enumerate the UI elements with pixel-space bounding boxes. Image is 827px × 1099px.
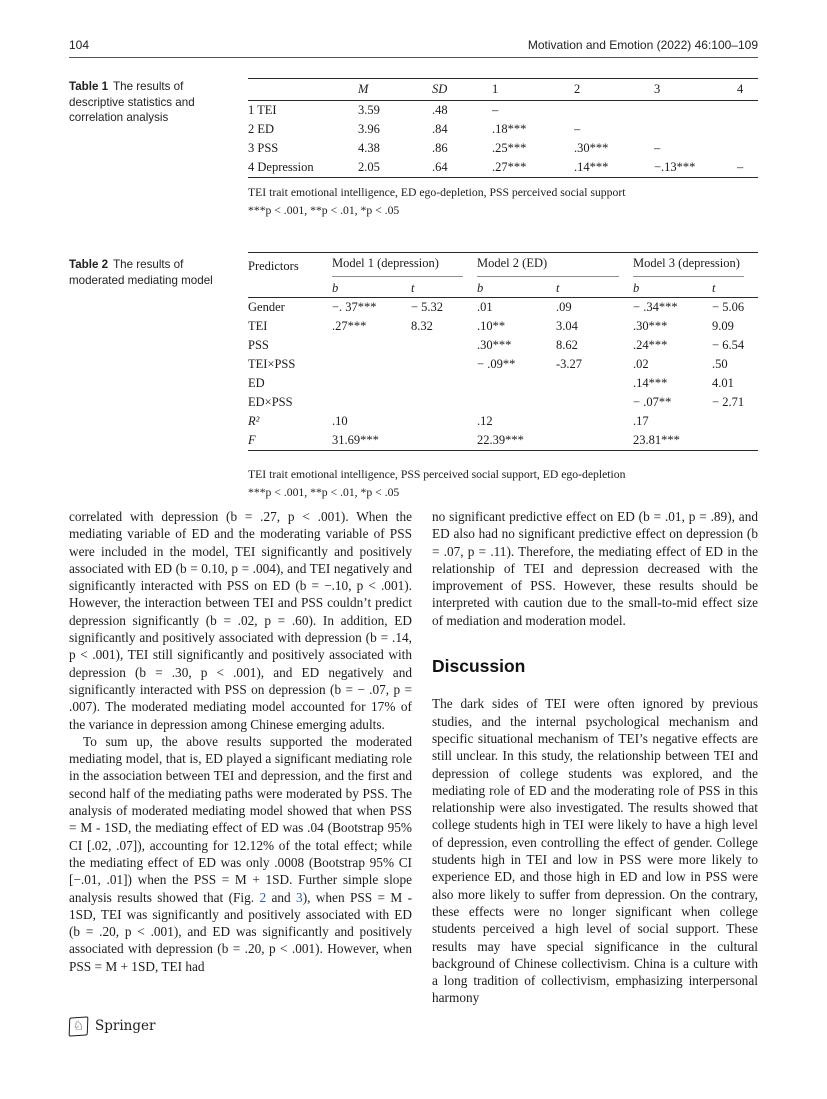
value-cell: − 5.32 [411,300,444,314]
value-cell [411,374,477,393]
left-column [69,508,412,1007]
figure-3-link[interactable]: 3 [296,889,303,905]
table1-col-M: M [358,79,432,101]
value-cell: .10** [477,319,506,333]
value-cell: .10 [332,414,348,428]
header-rule [69,57,758,58]
value-cell [411,431,477,451]
table1-col-SD: SD [432,79,492,101]
value-cell: − .09** [477,357,516,371]
value-cell: .18*** [492,122,527,136]
value-cell: – [574,122,581,136]
figure-2-link[interactable]: 2 [259,889,267,905]
publisher-footer [69,1014,155,1038]
value-cell [712,412,758,431]
value-cell: 4.01 [712,376,734,390]
value-cell: .14*** [574,160,609,174]
value-cell: 8.32 [411,319,433,333]
value-cell [411,412,477,431]
value-cell: 22.39*** [477,433,524,447]
value-cell: .64 [432,160,448,174]
table-row [248,412,758,431]
value-cell: .48 [432,103,448,117]
value-cell [737,120,758,139]
value-cell: .12 [477,414,493,428]
value-cell: −. 37*** [332,300,377,314]
value-cell: – [737,160,744,174]
value-cell: .25*** [492,141,527,155]
table2-subheader-row [248,277,758,298]
value-cell [556,393,633,412]
row-label-cell: TEI [248,319,268,333]
table2-subcol-b3: b [633,277,712,298]
value-cell: − .07** [633,395,672,409]
value-cell: .86 [432,141,448,155]
body-text [69,508,758,1007]
table1-note-significance: ***p < .001, **p < .01, *p < .05 [248,204,400,217]
value-cell: 3.04 [556,319,578,333]
value-cell: 3.96 [358,122,380,136]
table-row [248,355,758,374]
value-cell: .09 [556,300,572,314]
table2-group-model3: Model 3 (depression) [633,253,758,278]
table1-label: Table 1 [69,80,109,93]
table-row [248,101,758,121]
table-row [248,158,758,178]
value-cell: .14*** [633,376,668,390]
value-cell: .30*** [477,338,512,352]
value-cell: 4.38 [358,141,380,155]
row-label-cell: 2 ED [248,122,275,136]
value-cell: – [654,141,661,155]
value-cell [737,101,758,121]
table1-notes [248,184,760,220]
springer-knight-icon: ♘ [69,1016,89,1036]
row-label-cell: R² [248,414,260,428]
discussion-heading: Discussion [432,656,526,677]
table2-notes [248,466,760,502]
value-cell: 31.69*** [332,433,379,447]
table2-caption-text: The results of moderated mediating model [69,258,213,287]
table2-group-model1: Model 1 (depression) [332,253,477,278]
table1-caption [69,79,241,126]
value-cell: − .34*** [633,300,678,314]
value-cell [477,374,556,393]
value-cell: .30*** [633,319,668,333]
table2 [248,252,758,451]
value-cell [737,139,758,158]
value-cell [411,336,477,355]
table2-group-model2: Model 2 (ED) [477,253,633,278]
running-header [69,38,758,54]
value-cell [332,374,411,393]
value-cell: 2.05 [358,160,380,174]
value-cell [654,120,737,139]
value-cell: −.13*** [654,160,696,174]
value-cell: – [492,103,499,117]
table-row [248,120,758,139]
page-number: 104 [69,38,90,52]
value-cell [332,393,411,412]
journal-citation: Motivation and Emotion (2022) 46:100–109 [527,38,758,52]
value-cell: 3.59 [358,103,380,117]
value-cell [411,393,477,412]
table-row [248,393,758,412]
value-cell [712,431,758,451]
value-cell [332,355,411,374]
value-cell: − 5.06 [712,300,745,314]
value-cell [654,101,737,121]
value-cell: .17 [633,414,649,428]
table2-label: Table 2 [69,258,109,271]
value-cell: 23.81*** [633,433,680,447]
springer-wordmark: Springer [95,1018,156,1034]
table-row [248,431,758,451]
table2-caption [69,257,241,288]
table-row [248,139,758,158]
table1-col-blank [248,79,358,101]
value-cell [332,336,411,355]
table2-subcol-b2: b [477,277,556,298]
table2-subcol-t3: t [712,277,758,298]
table-row [248,336,758,355]
table2-col-predictors: Predictors [248,259,299,273]
table2-subcol-b1: b [332,277,411,298]
value-cell [477,393,556,412]
value-cell: .30*** [574,141,609,155]
results-paragraph-3: no significant predictive effect on ED (b = .01, p = .89), and ED also had no significant predictive effect on depression (b = .07, p = .11). Therefore, the mediating effect of ED in the relationship of TEI and depression decreased with the improvement of PSS. However, these results should be interpreted with caution due to the small-to-mid effect size of mediation and moderation model. [432,509,758,628]
value-cell [556,431,633,451]
table1-note-abbrev: TEI trait emotional intelligence, ED ego-depletion, PSS perceived social support [248,186,626,199]
table2-subcol-t2: t [556,277,633,298]
results-paragraph-2: To sum up, the above results supported the moderated mediating model, that is, ED played a significant mediating role in the association between TEI and depression, and the first and second half of the mediating paths were moderated by PSS. The analysis of moderated mediating model showed that when PSS = M - 1SD, the mediating effect of ED was .04 (Bootstrap 95% CI [.02, .07]), accounting for 12.12% of the total effect; while the mediating effect of ED was only .0008 (Bootstrap 95% CI [−.01, .01]) when the PSS = M + 1SD. Further simple slope analysis results showed that (Fig. 2 and 3), when PSS = M - 1SD, TEI was significantly and positively associated with ED (b = .20, p < .001), and ED was significantly and positively associated with depression (b = .20, p < .001). However, when PSS = M + 1SD, TEI had [69,733,412,974]
table2-note-abbrev: TEI trait emotional intelligence, PSS perceived social support, ED ego-depletion [248,468,626,481]
row-label-cell: 4 Depression [248,160,314,174]
value-cell [556,374,633,393]
row-label-cell: PSS [248,338,269,352]
value-cell: 8.62 [556,338,578,352]
discussion-paragraph-1: The dark sides of TEI were often ignored by previous studies, and the internal psychological mechanism and specific situational mechanism of TEI’s negative effects are still unclear. In this study, the relationship between TEI and depression of college students was explored, and the mediating role of ED and the moderating role of PSS in this relationship were also investigated. The results showed that college students high in TEI were likely to have a high level of depression, even controlling the effect of gender. College students high in TEI and low in PSS were more likely to experience ED, and those high in ED and low in PSS were also more likely to suffer from depression. On the contrary, these effects were no longer significant when college students perceived a high level of social support. These results may have special significance in the cultural background of Chinese collectivism. China is a culture with a long tradition of collectivism, emphasizing interpersonal harmony [432,696,758,1006]
value-cell [556,412,633,431]
table2-subcol-t1: t [411,277,477,298]
table-row [248,317,758,336]
table-row [248,374,758,393]
value-cell: -3.27 [556,357,583,371]
value-cell: .50 [712,357,728,371]
table1 [248,78,758,178]
value-cell: 9.09 [712,319,734,333]
table1-header-row [248,79,758,101]
right-column [432,508,758,1007]
results-paragraph-1: correlated with depression (b = .27, p < .001). When the mediating variable of ED and the moderating variable of PSS were included in the model, TEI significantly and positively associated with ED (b = 0.10, p = .004), and TEI negatively and significantly interacted with PSS on ED (b = −.10, p < .001). However, the interaction between TEI and PSS couldn’t predict depression significantly (b = .02, p = .60). In addition, ED significantly and positively associated with depression (b = .14, p < .001), TEI still significantly and positively associated with depression (b = .30, p < .001), and ED negatively and significantly interacted with PSS on depression (b = − .07, p = .007). The moderated mediating model accounted for 17% of the variance in depression among Chinese emerging adults. [69,509,412,732]
row-label-cell: F [248,433,256,447]
value-cell: .27*** [492,160,527,174]
value-cell: .02 [633,357,649,371]
row-label-cell: Gender [248,300,285,314]
table1-caption-text: The results of descriptive statistics and correlation analysis [69,80,195,124]
value-cell [574,101,654,121]
value-cell: − 2.71 [712,395,745,409]
value-cell: − 6.54 [712,338,745,352]
table2-group-header-row [248,253,758,278]
value-cell: .27*** [332,319,367,333]
table1-col-2: 2 [574,79,654,101]
row-label-cell: ED [248,376,265,390]
value-cell: .01 [477,300,493,314]
value-cell [411,355,477,374]
value-cell: .24*** [633,338,668,352]
table2-note-significance: ***p < .001, **p < .01, *p < .05 [248,486,400,499]
row-label-cell: 3 PSS [248,141,279,155]
row-label-cell: 1 TEI [248,103,277,117]
table1-col-4: 4 [737,79,758,101]
row-label-cell: TEI×PSS [248,357,296,371]
table1-col-1: 1 [492,79,574,101]
table-row [248,298,758,318]
row-label-cell: ED×PSS [248,395,293,409]
value-cell: .84 [432,122,448,136]
table1-col-3: 3 [654,79,737,101]
